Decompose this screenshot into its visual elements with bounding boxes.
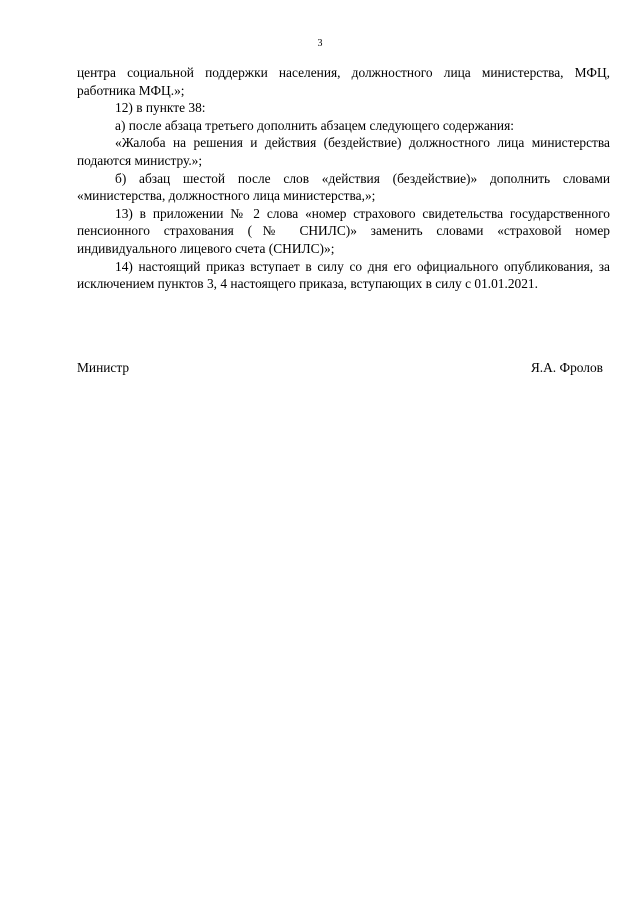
page-number: 3: [317, 38, 323, 49]
signature-name: Я.А. Фролов: [530, 360, 603, 375]
paragraph-item-14: 14) настоящий приказ вступает в силу со дня его официального опубликования, за исключением пунктов 3, 4 настоящего приказа, вступающих в силу с 01.01.2021.: [77, 258, 610, 292]
paragraph-subitem-a: а) после абзаца третьего дополнить абзацем следующего содержания:: [115, 117, 514, 133]
document-body: [77, 64, 610, 293]
paragraph-subitem-b: б) абзац шестой после слов «действия (бездействие)» дополнить словами «министерства, должностного лица министерства,»;: [77, 170, 610, 204]
paragraph-quote: «Жалоба на решения и действия (бездействие) должностного лица министерства подаются министру.»;: [77, 135, 610, 168]
paragraph-item-12: 12) в пункте 38:: [115, 100, 206, 116]
paragraph-continuation: центра социальной поддержки населения, должностного лица министерства, МФЦ, работника МФЦ.»;: [77, 65, 610, 98]
paragraph-item-13: 13) в приложении № 2 слова «номер страхового свидетельства государственного пенсионного страхования (№ СНИЛС)» заменить словами «страховой номер индивидуального лицевого счета (СНИЛС)»;: [77, 205, 610, 256]
signature-position: Министр: [77, 360, 130, 375]
signature-block: [77, 359, 603, 377]
